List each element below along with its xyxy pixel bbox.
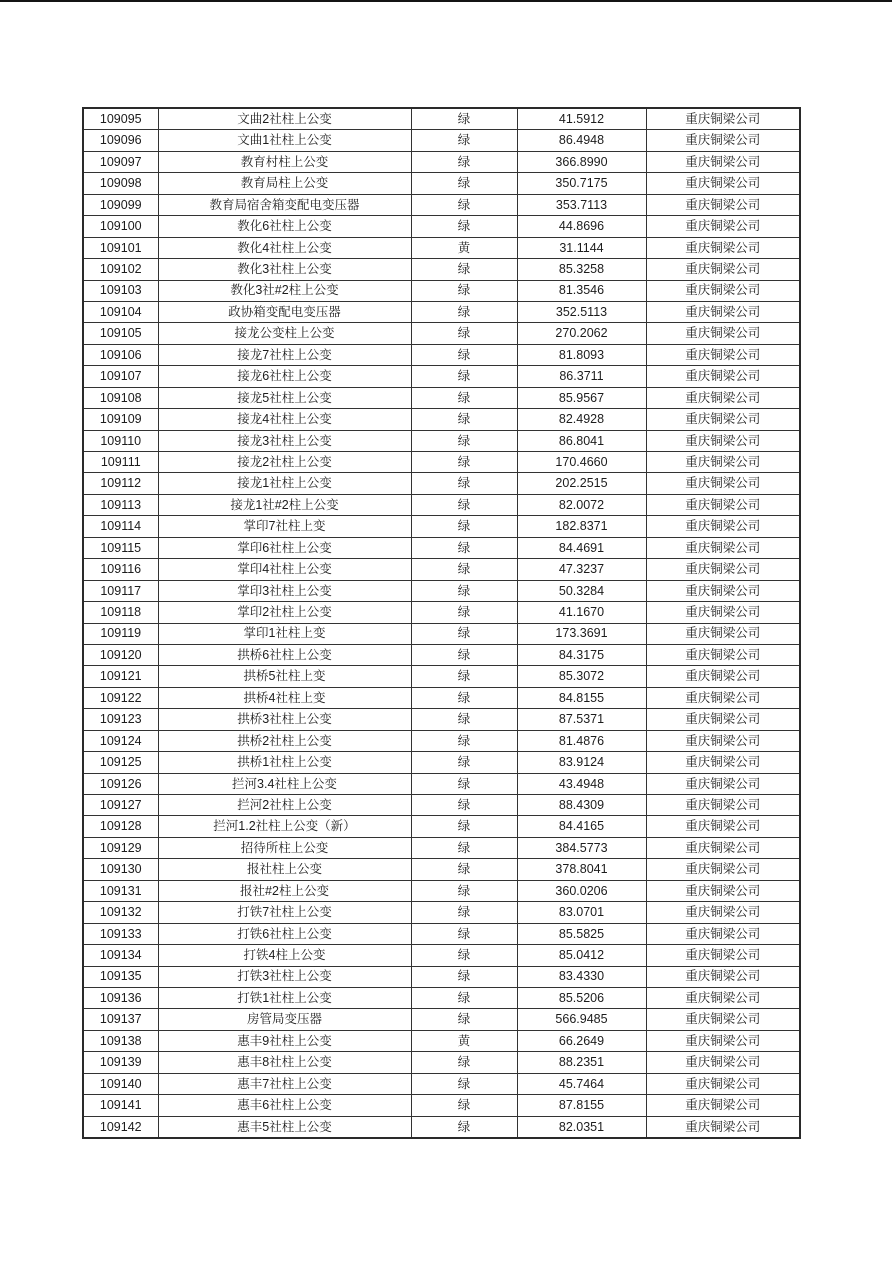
cell-status: 绿 [411,194,517,215]
cell-company: 重庆铜梁公司 [646,902,800,923]
table-row [83,923,800,944]
cell-name: 接龙4社柱上公变 [158,409,411,430]
cell-id: 109099 [83,194,158,215]
table-row [83,130,800,151]
cell-company: 重庆铜梁公司 [646,559,800,580]
cell-value: 88.2351 [517,1052,646,1073]
table-row [83,537,800,558]
cell-name: 掌印1社柱上变 [158,623,411,644]
cell-status: 绿 [411,859,517,880]
cell-value: 566.9485 [517,1009,646,1030]
cell-company: 重庆铜梁公司 [646,237,800,258]
cell-name: 拱桥2社柱上公变 [158,730,411,751]
cell-company: 重庆铜梁公司 [646,194,800,215]
cell-id: 109128 [83,816,158,837]
table-row [83,880,800,901]
cell-id: 109140 [83,1073,158,1094]
cell-company: 重庆铜梁公司 [646,1073,800,1094]
table-row [83,280,800,301]
cell-company: 重庆铜梁公司 [646,301,800,322]
cell-value: 31.1144 [517,237,646,258]
cell-id: 109142 [83,1116,158,1138]
cell-name: 教化3社#2柱上公变 [158,280,411,301]
cell-status: 黄 [411,237,517,258]
cell-company: 重庆铜梁公司 [646,773,800,794]
table-row [83,259,800,280]
table-row [83,709,800,730]
cell-value: 352.5113 [517,301,646,322]
table-row [83,516,800,537]
cell-name: 教育局柱上公变 [158,173,411,194]
cell-company: 重庆铜梁公司 [646,837,800,858]
cell-id: 109105 [83,323,158,344]
cell-value: 85.9567 [517,387,646,408]
cell-name: 惠丰5社柱上公变 [158,1116,411,1138]
cell-id: 109124 [83,730,158,751]
cell-status: 绿 [411,966,517,987]
table-row [83,602,800,623]
cell-name: 房管局变压器 [158,1009,411,1030]
table-row [83,644,800,665]
cell-company: 重庆铜梁公司 [646,580,800,601]
cell-value: 85.3258 [517,259,646,280]
cell-name: 掌印4社柱上公变 [158,559,411,580]
cell-value: 44.8696 [517,216,646,237]
cell-status: 绿 [411,259,517,280]
table-row [83,666,800,687]
cell-company: 重庆铜梁公司 [646,987,800,1008]
cell-status: 绿 [411,494,517,515]
table-row [83,237,800,258]
equipment-table-body [83,108,800,1138]
cell-company: 重庆铜梁公司 [646,216,800,237]
cell-name: 教育村柱上公变 [158,151,411,172]
cell-company: 重庆铜梁公司 [646,795,800,816]
cell-value: 85.0412 [517,945,646,966]
table-row [83,409,800,430]
cell-value: 41.1670 [517,602,646,623]
cell-value: 86.8041 [517,430,646,451]
cell-company: 重庆铜梁公司 [646,816,800,837]
cell-id: 109131 [83,880,158,901]
table-row [83,837,800,858]
cell-value: 83.4330 [517,966,646,987]
cell-id: 109115 [83,537,158,558]
cell-name: 接龙2社柱上公变 [158,452,411,473]
cell-value: 47.3237 [517,559,646,580]
cell-company: 重庆铜梁公司 [646,1009,800,1030]
cell-company: 重庆铜梁公司 [646,623,800,644]
cell-company: 重庆铜梁公司 [646,366,800,387]
cell-status: 绿 [411,108,517,130]
cell-id: 109135 [83,966,158,987]
cell-value: 87.5371 [517,709,646,730]
table-row [83,623,800,644]
cell-name: 拱桥5社柱上变 [158,666,411,687]
cell-value: 86.4948 [517,130,646,151]
cell-id: 109134 [83,945,158,966]
table-row [83,108,800,130]
cell-name: 接龙7社柱上公变 [158,344,411,365]
cell-company: 重庆铜梁公司 [646,280,800,301]
cell-company: 重庆铜梁公司 [646,452,800,473]
cell-value: 81.4876 [517,730,646,751]
cell-status: 绿 [411,559,517,580]
table-row [83,816,800,837]
cell-status: 绿 [411,752,517,773]
cell-name: 文曲2社柱上公变 [158,108,411,130]
cell-name: 打铁4柱上公变 [158,945,411,966]
cell-id: 109116 [83,559,158,580]
table-row [83,387,800,408]
cell-name: 掌印3社柱上公变 [158,580,411,601]
table-row [83,730,800,751]
cell-status: 绿 [411,1116,517,1138]
cell-id: 109095 [83,108,158,130]
table-row [83,323,800,344]
cell-company: 重庆铜梁公司 [646,1052,800,1073]
cell-value: 83.9124 [517,752,646,773]
table-row [83,1116,800,1138]
cell-status: 绿 [411,1052,517,1073]
cell-company: 重庆铜梁公司 [646,130,800,151]
cell-value: 45.7464 [517,1073,646,1094]
cell-status: 绿 [411,580,517,601]
cell-name: 打铁3社柱上公变 [158,966,411,987]
cell-company: 重庆铜梁公司 [646,1116,800,1138]
cell-name: 惠丰7社柱上公变 [158,1073,411,1094]
cell-company: 重庆铜梁公司 [646,323,800,344]
cell-value: 50.3284 [517,580,646,601]
window-top-edge [0,0,892,2]
cell-value: 353.7113 [517,194,646,215]
cell-status: 绿 [411,880,517,901]
cell-value: 170.4660 [517,452,646,473]
cell-value: 360.0206 [517,880,646,901]
cell-name: 接龙公变柱上公变 [158,323,411,344]
cell-company: 重庆铜梁公司 [646,344,800,365]
cell-id: 109102 [83,259,158,280]
cell-status: 绿 [411,430,517,451]
cell-name: 拱桥6社柱上公变 [158,644,411,665]
cell-id: 109139 [83,1052,158,1073]
cell-value: 82.0351 [517,1116,646,1138]
cell-status: 绿 [411,709,517,730]
cell-id: 109120 [83,644,158,665]
cell-id: 109130 [83,859,158,880]
cell-id: 109104 [83,301,158,322]
cell-company: 重庆铜梁公司 [646,966,800,987]
cell-id: 109119 [83,623,158,644]
table-row [83,966,800,987]
table-row [83,151,800,172]
cell-id: 109112 [83,473,158,494]
cell-name: 教化4社柱上公变 [158,237,411,258]
cell-id: 109111 [83,452,158,473]
cell-id: 109103 [83,280,158,301]
cell-value: 41.5912 [517,108,646,130]
cell-status: 绿 [411,473,517,494]
cell-name: 接龙1社柱上公变 [158,473,411,494]
cell-company: 重庆铜梁公司 [646,259,800,280]
table-row [83,580,800,601]
cell-id: 109122 [83,687,158,708]
cell-status: 绿 [411,902,517,923]
cell-name: 教化6社柱上公变 [158,216,411,237]
cell-id: 109127 [83,795,158,816]
cell-id: 109101 [83,237,158,258]
cell-name: 报社#2柱上公变 [158,880,411,901]
cell-value: 202.2515 [517,473,646,494]
cell-name: 教化3社柱上公变 [158,259,411,280]
cell-name: 拱桥3社柱上公变 [158,709,411,730]
table-row [83,194,800,215]
cell-status: 绿 [411,366,517,387]
table-row [83,1052,800,1073]
cell-id: 109138 [83,1030,158,1051]
cell-id: 109137 [83,1009,158,1030]
cell-company: 重庆铜梁公司 [646,1030,800,1051]
table-row [83,366,800,387]
cell-company: 重庆铜梁公司 [646,945,800,966]
cell-value: 384.5773 [517,837,646,858]
table-row [83,173,800,194]
cell-status: 绿 [411,945,517,966]
cell-id: 109096 [83,130,158,151]
table-row [83,987,800,1008]
table-row [83,773,800,794]
cell-name: 招待所柱上公变 [158,837,411,858]
cell-status: 绿 [411,1095,517,1116]
table-row [83,1073,800,1094]
table-row [83,344,800,365]
cell-name: 打铁7社柱上公变 [158,902,411,923]
table-row [83,1095,800,1116]
cell-value: 84.4165 [517,816,646,837]
cell-id: 109132 [83,902,158,923]
cell-company: 重庆铜梁公司 [646,409,800,430]
cell-name: 拦河1.2社柱上公变（新） [158,816,411,837]
cell-name: 拱桥4社柱上变 [158,687,411,708]
cell-id: 109129 [83,837,158,858]
cell-status: 绿 [411,644,517,665]
cell-value: 43.4948 [517,773,646,794]
table-row [83,1009,800,1030]
equipment-table [82,107,801,1139]
table-row [83,859,800,880]
cell-company: 重庆铜梁公司 [646,859,800,880]
cell-status: 绿 [411,301,517,322]
cell-company: 重庆铜梁公司 [646,1095,800,1116]
cell-company: 重庆铜梁公司 [646,687,800,708]
cell-value: 350.7175 [517,173,646,194]
cell-status: 绿 [411,216,517,237]
table-row [83,1030,800,1051]
cell-status: 绿 [411,837,517,858]
cell-name: 拦河2社柱上公变 [158,795,411,816]
cell-id: 109118 [83,602,158,623]
cell-value: 81.3546 [517,280,646,301]
cell-status: 绿 [411,623,517,644]
cell-company: 重庆铜梁公司 [646,473,800,494]
table-row [83,752,800,773]
cell-value: 378.8041 [517,859,646,880]
cell-value: 83.0701 [517,902,646,923]
cell-id: 109100 [83,216,158,237]
cell-name: 掌印7社柱上变 [158,516,411,537]
cell-id: 109114 [83,516,158,537]
cell-company: 重庆铜梁公司 [646,880,800,901]
cell-status: 绿 [411,130,517,151]
cell-name: 文曲1社柱上公变 [158,130,411,151]
cell-value: 81.8093 [517,344,646,365]
cell-company: 重庆铜梁公司 [646,108,800,130]
cell-value: 85.5825 [517,923,646,944]
cell-status: 绿 [411,987,517,1008]
cell-value: 173.3691 [517,623,646,644]
cell-status: 绿 [411,816,517,837]
table-row [83,216,800,237]
table-row [83,494,800,515]
cell-value: 88.4309 [517,795,646,816]
cell-value: 366.8990 [517,151,646,172]
cell-company: 重庆铜梁公司 [646,537,800,558]
cell-value: 87.8155 [517,1095,646,1116]
cell-company: 重庆铜梁公司 [646,387,800,408]
cell-name: 打铁6社柱上公变 [158,923,411,944]
cell-name: 惠丰9社柱上公变 [158,1030,411,1051]
cell-name: 惠丰6社柱上公变 [158,1095,411,1116]
cell-value: 85.5206 [517,987,646,1008]
cell-value: 84.4691 [517,537,646,558]
cell-status: 绿 [411,173,517,194]
cell-status: 绿 [411,602,517,623]
cell-id: 109106 [83,344,158,365]
cell-name: 接龙5社柱上公变 [158,387,411,408]
table-row [83,452,800,473]
cell-status: 绿 [411,666,517,687]
cell-status: 绿 [411,730,517,751]
cell-id: 109108 [83,387,158,408]
cell-company: 重庆铜梁公司 [646,430,800,451]
cell-status: 绿 [411,795,517,816]
cell-status: 绿 [411,280,517,301]
cell-status: 绿 [411,151,517,172]
table-row [83,301,800,322]
table-row [83,945,800,966]
cell-value: 82.0072 [517,494,646,515]
cell-id: 109141 [83,1095,158,1116]
table-row [83,559,800,580]
cell-status: 绿 [411,537,517,558]
table-row [83,687,800,708]
cell-company: 重庆铜梁公司 [646,494,800,515]
cell-status: 绿 [411,516,517,537]
cell-name: 惠丰8社柱上公变 [158,1052,411,1073]
cell-id: 109110 [83,430,158,451]
cell-id: 109123 [83,709,158,730]
cell-value: 85.3072 [517,666,646,687]
cell-status: 绿 [411,387,517,408]
table-row [83,473,800,494]
cell-company: 重庆铜梁公司 [646,516,800,537]
cell-id: 109133 [83,923,158,944]
cell-value: 270.2062 [517,323,646,344]
cell-name: 拦河3.4社柱上公变 [158,773,411,794]
cell-company: 重庆铜梁公司 [646,709,800,730]
cell-id: 109126 [83,773,158,794]
cell-company: 重庆铜梁公司 [646,730,800,751]
cell-company: 重庆铜梁公司 [646,666,800,687]
cell-value: 86.3711 [517,366,646,387]
cell-status: 黄 [411,1030,517,1051]
cell-id: 109107 [83,366,158,387]
cell-id: 109125 [83,752,158,773]
cell-name: 报社柱上公变 [158,859,411,880]
cell-value: 82.4928 [517,409,646,430]
cell-name: 打铁1社柱上公变 [158,987,411,1008]
cell-status: 绿 [411,1009,517,1030]
cell-company: 重庆铜梁公司 [646,173,800,194]
cell-company: 重庆铜梁公司 [646,602,800,623]
table-row [83,430,800,451]
cell-value: 182.8371 [517,516,646,537]
cell-id: 109098 [83,173,158,194]
cell-name: 接龙3社柱上公变 [158,430,411,451]
table-row [83,795,800,816]
cell-company: 重庆铜梁公司 [646,151,800,172]
cell-company: 重庆铜梁公司 [646,752,800,773]
cell-status: 绿 [411,409,517,430]
cell-id: 109121 [83,666,158,687]
cell-status: 绿 [411,344,517,365]
cell-id: 109117 [83,580,158,601]
cell-value: 66.2649 [517,1030,646,1051]
cell-status: 绿 [411,323,517,344]
cell-id: 109097 [83,151,158,172]
cell-name: 掌印2社柱上公变 [158,602,411,623]
cell-status: 绿 [411,923,517,944]
cell-value: 84.8155 [517,687,646,708]
cell-status: 绿 [411,452,517,473]
cell-name: 拱桥1社柱上公变 [158,752,411,773]
cell-status: 绿 [411,773,517,794]
table-row [83,902,800,923]
cell-company: 重庆铜梁公司 [646,923,800,944]
cell-value: 84.3175 [517,644,646,665]
cell-status: 绿 [411,687,517,708]
cell-name: 接龙6社柱上公变 [158,366,411,387]
cell-name: 掌印6社柱上公变 [158,537,411,558]
cell-id: 109113 [83,494,158,515]
cell-company: 重庆铜梁公司 [646,644,800,665]
cell-id: 109136 [83,987,158,1008]
cell-name: 教育局宿舍箱变配电变压器 [158,194,411,215]
cell-name: 接龙1社#2柱上公变 [158,494,411,515]
cell-name: 政协箱变配电变压器 [158,301,411,322]
cell-status: 绿 [411,1073,517,1094]
cell-id: 109109 [83,409,158,430]
